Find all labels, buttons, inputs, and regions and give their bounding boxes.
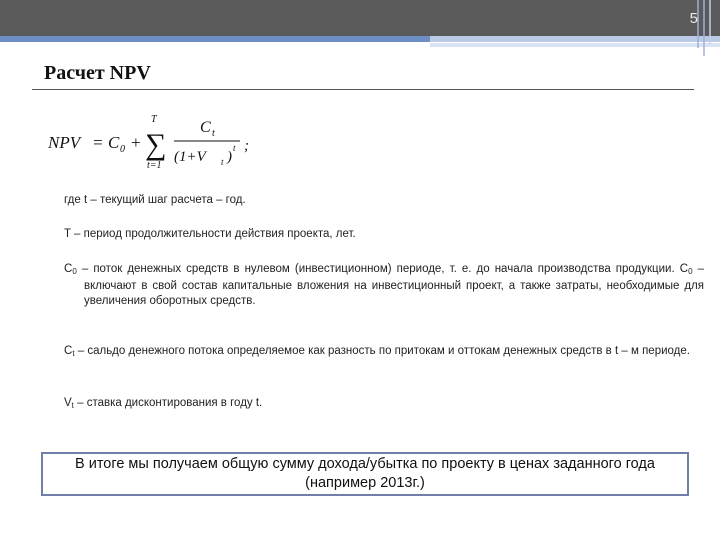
npv-formula (46, 110, 276, 172)
formula-sum-lower: t=1 (147, 160, 162, 171)
formula-denominator-close: ) (227, 149, 232, 165)
formula-exponent: t (233, 143, 236, 153)
header-band (0, 0, 720, 36)
formula-sum-upper: T (151, 114, 157, 125)
title-divider (32, 89, 694, 90)
formula-lhs: NPV (48, 133, 81, 152)
t-definition: где t – текущий шаг расчета – год. (64, 194, 246, 206)
svg-text:=: = (92, 133, 104, 152)
svg-text:+: + (130, 133, 142, 152)
decorative-lines (690, 0, 720, 60)
c0-definition: $C_0$ – поток денежных средств в нулевом (инвестиционном) периоде, т. е. до начала производства продукции. $C_0$ –включают в свой состав капитальные вложения на инвестиционный проект, а также затраты, необходимые для увеличения оборотных средств. (64, 263, 704, 307)
svg-text:∑: ∑ (145, 128, 167, 161)
formula-denominator-sub: t (221, 157, 224, 167)
formula-numerator: C (200, 119, 211, 136)
accent-strip (0, 36, 720, 48)
formula-c0-sub: 0 (120, 144, 125, 155)
slide-title: Расчет NPV (44, 62, 151, 84)
vt-definition: $V_t$ – ставка дисконтирования в году t. (64, 397, 263, 410)
formula-trailing: ; (244, 138, 249, 154)
ct-definition: $C_t$ – сальдо денежного потока определяемое как разность по притокам и оттокам денежных средств в t – м периоде. (64, 345, 690, 358)
formula-c0: C (108, 133, 120, 152)
T-definition: T – период продолжительности действия проекта, лет. (64, 228, 356, 240)
summary-box (41, 452, 689, 496)
formula-numerator-sub: t (212, 128, 215, 139)
page-number: 5 (689, 10, 698, 27)
formula-denominator: (1+V (174, 149, 206, 165)
summary-text: В итоге мы получаем общую сумму дохода/убытка по проекту в ценах заданного года (например 2013г.) (75, 456, 655, 491)
